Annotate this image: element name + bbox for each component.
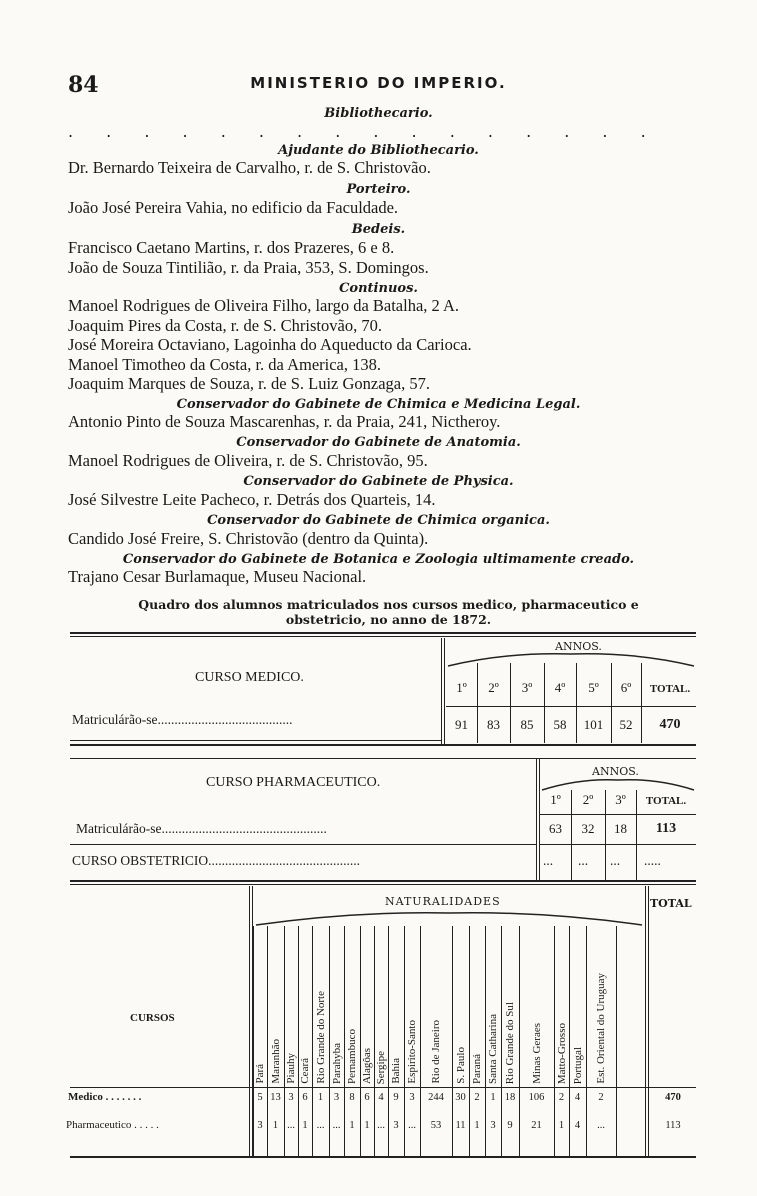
section-title: Conservador do Gabinete de Anatomia. (236, 435, 521, 450)
matricula-row-label: Matriculárão-se................................................. (76, 821, 327, 836)
staff-entry: José Silvestre Leite Pacheco, r. Detrás dos Quarteis, 14. (68, 490, 436, 509)
total-header: TOTAL. (649, 683, 691, 695)
year-header: 4º (554, 680, 566, 695)
table-rule (70, 636, 696, 637)
table-rule (70, 880, 696, 882)
staff-entry: José Moreira Octaviano, Lagoinha do Aqueducto da Carioca. (68, 335, 472, 354)
table-rule (70, 758, 696, 759)
pharmaceutico-count: 9 (507, 1120, 513, 1131)
enrollment-value: 85 (520, 717, 534, 732)
staff-entry: Dr. Bernardo Teixeira de Carvalho, r. de S. Christovão. (68, 158, 431, 177)
section-title: Conservador do Gabinete de Chimica organica. (207, 513, 550, 528)
pharmaceutico-count: 11 (455, 1120, 466, 1131)
year-header: 1º (550, 792, 561, 807)
naturalidades-brace (254, 909, 644, 927)
annos-label: ANNOS. (555, 640, 602, 653)
enrollment-value: 52 (619, 717, 633, 732)
table-rule (70, 1087, 696, 1088)
province-header: Minas Geraes (530, 1023, 543, 1084)
column-divider (510, 663, 511, 743)
staff-entry: João de Souza Tintilião, r. da Praia, 353, S. Domingos. (68, 258, 429, 277)
province-header: Rio de Janeiro (430, 1020, 442, 1084)
pharmaceutico-total: 113 (665, 1120, 681, 1131)
annos-label: ANNOS. (592, 765, 639, 778)
province-header: Matto-Grosso (555, 1022, 568, 1084)
enrollment-value: 83 (487, 717, 500, 732)
pharmaceutico-count: ... (316, 1120, 325, 1131)
medico-count: 1 (317, 1092, 324, 1103)
ellipsis-line: . . . . . . . . . . . . . . . . (68, 122, 660, 141)
row-label-medico: Medico . . . . . . . (68, 1091, 142, 1103)
province-header: Est. Oriental do Uruguay (595, 973, 607, 1084)
medico-total: 470 (665, 1092, 681, 1103)
medico-count: 8 (349, 1092, 355, 1103)
enrollment-value: 18 (614, 821, 627, 836)
pharmaceutico-count: 1 (558, 1120, 565, 1131)
section-title: Conservador do Gabinete de Botanica e Zoologia ultimamente creado. (122, 552, 635, 567)
curso-medico-heading: CURSO MEDICO. (195, 670, 304, 685)
naturalidades-total-label: TOTAL (650, 897, 692, 910)
pharmaceutico-count: ... (377, 1120, 385, 1131)
obstetricio-cell: ... (578, 853, 589, 868)
section-title: Continuos. (339, 281, 418, 296)
medico-count: 3 (409, 1092, 415, 1103)
year-header: 3º (521, 680, 533, 695)
medico-count: 4 (378, 1092, 384, 1103)
province-header: Rio Grande do Norte (314, 991, 327, 1084)
obstetricio-cell: ... (610, 853, 621, 868)
table-rule (540, 814, 696, 815)
obstetricio-cell: ... (543, 853, 554, 868)
enrollment-value: 63 (549, 821, 562, 836)
pharmaceutico-count: ... (597, 1120, 605, 1131)
province-header: Rio Grande do Sul (504, 1001, 516, 1084)
table-rule (70, 740, 442, 741)
medico-count: 3 (333, 1092, 340, 1103)
province-header: Ceará (299, 1058, 311, 1084)
table-rule (70, 744, 696, 746)
enrollment-total: 470 (659, 717, 681, 732)
pharmaceutico-count: ... (408, 1120, 416, 1131)
medico-count: 2 (598, 1092, 604, 1103)
matricula-row-label: Matriculárão-se........................................ (72, 712, 293, 727)
annos-brace (446, 650, 696, 668)
section-title: Conservador do Gabinete de Chimica e Medicina Legal. (176, 397, 581, 412)
annos-brace (540, 776, 696, 792)
staff-entry: Candido José Freire, S. Christovão (dentro da Quinta). (68, 529, 429, 548)
medico-count: 3 (288, 1092, 294, 1103)
staff-entry: Trajano Cesar Burlamaque, Museu Nacional. (68, 567, 367, 586)
year-header: 2º (488, 680, 499, 695)
enrollment-value: 32 (581, 821, 595, 836)
table-rule (70, 632, 696, 634)
medico-count: 18 (504, 1092, 516, 1103)
staff-entry: Manoel Rodrigues de Oliveira, r. de S. Christovão, 95. (68, 451, 428, 470)
medico-count: 2 (474, 1092, 480, 1103)
cursos-heading: CURSOS (130, 1012, 175, 1024)
table-rule (446, 706, 696, 707)
quadro-title-line-1: Quadro dos alumnos matriculados nos cursos medico, pharmaceutico e (138, 597, 639, 612)
province-header: Paraná (471, 1054, 483, 1084)
year-header: 3º (615, 792, 626, 807)
table-rule (70, 884, 696, 885)
column-divider (477, 663, 478, 743)
obstetricio-total: ..... (644, 853, 661, 868)
pharmaceutico-count: ... (287, 1120, 295, 1131)
year-header: 2º (582, 792, 594, 807)
medico-count: 6 (364, 1092, 370, 1103)
province-header: Espirito-Santo (406, 1020, 418, 1084)
table-rule (70, 844, 536, 845)
pharmaceutico-count: 21 (531, 1120, 542, 1131)
row-label-pharmaceutico: Pharmaceutico . . . . . (66, 1119, 159, 1131)
section-title: Porteiro. (346, 182, 411, 197)
medico-count: 106 (528, 1092, 545, 1103)
medico-count: 2 (558, 1092, 565, 1103)
staff-entry: Manoel Timotheo da Costa, r. da America, 138. (68, 355, 382, 374)
province-header: Santa Catharina (487, 1014, 499, 1084)
pharmaceutico-count: 1 (474, 1120, 480, 1131)
table-rule (540, 844, 696, 845)
column-divider (616, 926, 617, 1156)
pharmaceutico-count: 1 (272, 1120, 279, 1131)
column-divider (645, 886, 649, 1158)
year-header: 5º (588, 680, 599, 695)
medico-count: 9 (393, 1092, 399, 1103)
province-header: Sergipe (375, 1050, 387, 1084)
enrollment-total: 113 (655, 821, 677, 836)
enrollment-value: 101 (583, 717, 604, 732)
province-header: Pará (254, 1064, 266, 1084)
enrollment-value: 58 (553, 717, 567, 732)
pharmaceutico-count: 1 (364, 1120, 370, 1131)
curso-obstetricio-label: CURSO OBSTETRICIO............................................. (72, 853, 361, 868)
section-title: Ajudante do Bibliothecario. (278, 143, 479, 158)
enrollment-value: 91 (455, 717, 468, 732)
column-divider (544, 663, 545, 743)
pharmaceutico-count: 3 (257, 1120, 263, 1131)
medico-count: 13 (270, 1092, 281, 1103)
pharmaceutico-count: 53 (430, 1120, 442, 1131)
medico-count: 1 (490, 1092, 496, 1103)
curso-pharmaceutico-heading: CURSO PHARMACEUTICO. (206, 775, 381, 790)
pharmaceutico-count: 1 (349, 1120, 355, 1131)
pharmaceutico-count: ... (332, 1120, 341, 1131)
table-rule (70, 1156, 696, 1158)
pharmaceutico-count: 1 (302, 1120, 308, 1131)
staff-entry: Manoel Rodrigues de Oliveira Filho, largo da Batalha, 2 A. (68, 296, 460, 315)
medico-count: 5 (257, 1092, 263, 1103)
section-title: Bedeis. (351, 222, 406, 237)
section-title: Bibliothecario. (324, 106, 433, 121)
staff-entry: Joaquim Pires da Costa, r. de S. Christovão, 70. (68, 316, 382, 335)
year-header: 1º (456, 680, 467, 695)
column-divider (441, 638, 445, 746)
section-title: Conservador do Gabinete de Physica. (243, 474, 514, 489)
page-number: 84 (68, 72, 99, 98)
staff-entry: Joaquim Marques de Souza, r. de S. Luiz Gonzaga, 57. (68, 374, 431, 393)
pharmaceutico-count: 3 (393, 1120, 399, 1131)
medico-count: 244 (428, 1092, 444, 1103)
medico-count: 6 (302, 1092, 308, 1103)
province-header: Maranhão (269, 1039, 282, 1084)
column-divider (576, 663, 577, 743)
year-header: 6º (620, 680, 632, 695)
column-divider (611, 663, 612, 743)
pharmaceutico-count: 4 (574, 1120, 581, 1131)
total-header: TOTAL. (645, 795, 687, 807)
staff-entry: Francisco Caetano Martins, r. dos Prazeres, 6 e 8. (68, 238, 395, 257)
medico-count: 30 (455, 1092, 466, 1103)
staff-entry: Antonio Pinto de Souza Mascarenhas, r. da Praia, 241, Nictheroy. (68, 412, 501, 431)
running-header: MINISTERIO DO IMPERIO. (250, 74, 507, 92)
province-header: S. Paulo (454, 1047, 467, 1084)
quadro-title-line-2: obstetricio, no anno de 1872. (285, 612, 492, 627)
province-header: Parahyba (330, 1043, 343, 1084)
province-header: Alagôas (361, 1047, 373, 1084)
staff-entry: João José Pereira Vahia, no edificio da Faculdade. (68, 198, 399, 217)
medico-count: 4 (574, 1092, 581, 1103)
naturalidades-label: NATURALIDADES (385, 895, 501, 908)
province-header: Piauhy (285, 1053, 297, 1084)
province-header: Bahia (390, 1058, 402, 1084)
province-header: Portugal (571, 1046, 584, 1084)
pharmaceutico-count: 3 (490, 1120, 496, 1131)
province-header: Pernambuco (346, 1029, 358, 1084)
